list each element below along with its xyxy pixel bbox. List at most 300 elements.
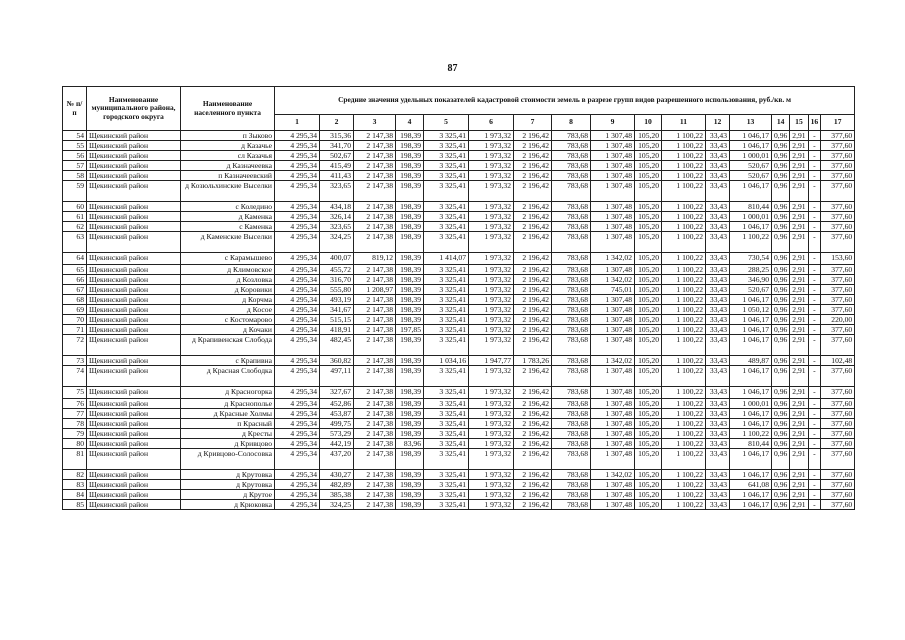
value-cell-group-16: - <box>808 356 821 366</box>
value-cell-group-17: 377,60 <box>821 151 855 161</box>
district-cell: Щекинский район <box>87 366 181 387</box>
value-cell-group-1: 4 295,34 <box>275 335 320 356</box>
value-cell-group-2: 434,18 <box>320 202 354 212</box>
value-cell-group-14: 0,96 <box>772 500 790 510</box>
value-cell-group-17: 377,60 <box>821 232 855 253</box>
group-number-8: 8 <box>552 115 591 131</box>
value-cell-group-16: - <box>808 325 821 335</box>
value-cell-group-15: 2,91 <box>790 232 808 253</box>
district-cell: Щекинский район <box>87 480 181 490</box>
value-cell-group-13: 489,87 <box>730 356 772 366</box>
value-cell-group-1: 4 295,34 <box>275 131 320 141</box>
value-cell-group-5: 3 325,41 <box>424 429 469 439</box>
table-row <box>63 500 855 510</box>
value-cell-group-6: 1 973,32 <box>469 232 514 253</box>
value-cell-group-7: 2 196,42 <box>514 335 552 356</box>
value-cell-group-2: 327,67 <box>320 387 354 399</box>
value-cell-group-17: 377,60 <box>821 325 855 335</box>
value-cell-group-10: 105,20 <box>635 315 662 325</box>
value-cell-group-4: 198,39 <box>396 161 424 171</box>
value-cell-group-17: 377,60 <box>821 366 855 387</box>
value-cell-group-10: 105,20 <box>635 232 662 253</box>
value-cell-group-14: 0,96 <box>772 212 790 222</box>
value-cell-group-8: 783,68 <box>552 161 591 171</box>
value-cell-group-13: 810,44 <box>730 202 772 212</box>
value-cell-group-13: 1 046,17 <box>730 470 772 480</box>
value-cell-group-16: - <box>808 470 821 480</box>
settlement-cell: д Козловка <box>181 275 275 285</box>
group-number-12: 12 <box>706 115 730 131</box>
value-cell-group-8: 783,68 <box>552 181 591 202</box>
row-number: 78 <box>63 419 87 429</box>
value-cell-group-7: 2 196,42 <box>514 470 552 480</box>
table-row <box>63 202 855 212</box>
value-cell-group-15: 2,91 <box>790 470 808 480</box>
value-cell-group-2: 482,89 <box>320 480 354 490</box>
value-cell-group-5: 3 325,41 <box>424 315 469 325</box>
settlement-cell: д Козюльхинские Выселки <box>181 181 275 202</box>
value-cell-group-7: 2 196,42 <box>514 366 552 387</box>
value-cell-group-1: 4 295,34 <box>275 161 320 171</box>
value-cell-group-17: 377,60 <box>821 222 855 232</box>
table-row <box>63 295 855 305</box>
settlement-cell: д Крутое <box>181 490 275 500</box>
value-cell-group-1: 4 295,34 <box>275 429 320 439</box>
value-cell-group-14: 0,96 <box>772 366 790 387</box>
value-cell-group-9: 1 307,48 <box>591 181 635 202</box>
value-cell-group-17: 377,60 <box>821 265 855 275</box>
district-cell: Щекинский район <box>87 212 181 222</box>
group-number-9: 9 <box>591 115 635 131</box>
value-cell-group-5: 3 325,41 <box>424 141 469 151</box>
value-cell-group-16: - <box>808 429 821 439</box>
value-cell-group-8: 783,68 <box>552 141 591 151</box>
table-row <box>63 151 855 161</box>
value-cell-group-13: 1 100,22 <box>730 232 772 253</box>
value-cell-group-13: 1 000,01 <box>730 151 772 161</box>
value-cell-group-9: 1 307,48 <box>591 151 635 161</box>
value-cell-group-11: 1 100,22 <box>662 232 706 253</box>
value-cell-group-13: 730,54 <box>730 253 772 265</box>
value-cell-group-1: 4 295,34 <box>275 212 320 222</box>
value-cell-group-10: 105,20 <box>635 181 662 202</box>
value-cell-group-2: 573,29 <box>320 429 354 439</box>
value-cell-group-1: 4 295,34 <box>275 141 320 151</box>
district-cell: Щекинский район <box>87 275 181 285</box>
value-cell-group-8: 783,68 <box>552 285 591 295</box>
value-cell-group-2: 502,67 <box>320 151 354 161</box>
value-cell-group-7: 2 196,42 <box>514 285 552 295</box>
district-cell: Щекинский район <box>87 399 181 409</box>
value-cell-group-2: 411,43 <box>320 171 354 181</box>
value-cell-group-3: 2 147,38 <box>354 439 396 449</box>
settlement-cell: д Крутовка <box>181 470 275 480</box>
value-cell-group-15: 2,91 <box>790 480 808 490</box>
value-cell-group-15: 2,91 <box>790 409 808 419</box>
value-cell-group-12: 33,43 <box>706 265 730 275</box>
value-cell-group-16: - <box>808 387 821 399</box>
value-cell-group-17: 377,60 <box>821 131 855 141</box>
value-cell-group-2: 482,45 <box>320 335 354 356</box>
value-cell-group-17: 377,60 <box>821 500 855 510</box>
district-cell: Щекинский район <box>87 151 181 161</box>
value-cell-group-13: 346,90 <box>730 275 772 285</box>
table-row <box>63 141 855 151</box>
value-cell-group-10: 105,20 <box>635 366 662 387</box>
value-cell-group-12: 33,43 <box>706 439 730 449</box>
value-cell-group-13: 1 046,17 <box>730 315 772 325</box>
value-cell-group-13: 1 046,17 <box>730 449 772 470</box>
district-cell: Щекинский район <box>87 265 181 275</box>
value-cell-group-9: 1 307,48 <box>591 232 635 253</box>
value-cell-group-17: 377,60 <box>821 275 855 285</box>
value-cell-group-10: 105,20 <box>635 161 662 171</box>
value-cell-group-17: 377,60 <box>821 141 855 151</box>
value-cell-group-2: 324,25 <box>320 500 354 510</box>
row-number: 83 <box>63 480 87 490</box>
value-cell-group-12: 33,43 <box>706 212 730 222</box>
value-cell-group-5: 3 325,41 <box>424 500 469 510</box>
value-cell-group-7: 2 196,42 <box>514 253 552 265</box>
value-cell-group-4: 198,39 <box>396 419 424 429</box>
value-cell-group-5: 3 325,41 <box>424 232 469 253</box>
value-cell-group-12: 33,43 <box>706 285 730 295</box>
header-district: Наименование муниципального района, городского округа <box>87 87 181 131</box>
value-cell-group-13: 1 046,17 <box>730 141 772 151</box>
row-number: 75 <box>63 387 87 399</box>
value-cell-group-1: 4 295,34 <box>275 315 320 325</box>
settlement-cell: д Красная Слободка <box>181 366 275 387</box>
value-cell-group-15: 2,91 <box>790 171 808 181</box>
value-cell-group-2: 315,36 <box>320 131 354 141</box>
value-cell-group-9: 1 307,48 <box>591 490 635 500</box>
value-cell-group-7: 2 196,42 <box>514 325 552 335</box>
value-cell-group-14: 0,96 <box>772 399 790 409</box>
value-cell-group-14: 0,96 <box>772 161 790 171</box>
value-cell-group-15: 2,91 <box>790 429 808 439</box>
value-cell-group-13: 1 000,01 <box>730 212 772 222</box>
value-cell-group-5: 3 325,41 <box>424 275 469 285</box>
table-row <box>63 409 855 419</box>
district-cell: Щекинский район <box>87 305 181 315</box>
value-cell-group-16: - <box>808 151 821 161</box>
settlement-cell: п Казначеевский <box>181 171 275 181</box>
value-cell-group-17: 377,60 <box>821 305 855 315</box>
value-cell-group-6: 1 973,32 <box>469 480 514 490</box>
table-row <box>63 399 855 409</box>
value-cell-group-17: 377,60 <box>821 202 855 212</box>
value-cell-group-16: - <box>808 181 821 202</box>
value-cell-group-7: 2 196,42 <box>514 409 552 419</box>
value-cell-group-7: 2 196,42 <box>514 181 552 202</box>
value-cell-group-8: 783,68 <box>552 325 591 335</box>
value-cell-group-8: 783,68 <box>552 171 591 181</box>
value-cell-group-4: 198,39 <box>396 449 424 470</box>
value-cell-group-2: 430,27 <box>320 470 354 480</box>
district-cell: Щекинский район <box>87 222 181 232</box>
value-cell-group-11: 1 100,22 <box>662 222 706 232</box>
value-cell-group-3: 2 147,38 <box>354 429 396 439</box>
value-cell-group-10: 105,20 <box>635 419 662 429</box>
header-no: № п/п <box>63 87 87 131</box>
value-cell-group-9: 1 307,48 <box>591 202 635 212</box>
value-cell-group-3: 2 147,38 <box>354 131 396 141</box>
settlement-cell: д Крюковка <box>181 500 275 510</box>
district-cell: Щекинский район <box>87 295 181 305</box>
value-cell-group-4: 83,96 <box>396 439 424 449</box>
value-cell-group-11: 1 100,22 <box>662 131 706 141</box>
value-cell-group-6: 1 973,32 <box>469 212 514 222</box>
value-cell-group-8: 783,68 <box>552 409 591 419</box>
value-cell-group-4: 198,39 <box>396 151 424 161</box>
value-cell-group-16: - <box>808 275 821 285</box>
value-cell-group-5: 3 325,41 <box>424 295 469 305</box>
value-cell-group-17: 377,60 <box>821 409 855 419</box>
value-cell-group-3: 2 147,38 <box>354 366 396 387</box>
group-number-6: 6 <box>469 115 514 131</box>
value-cell-group-12: 33,43 <box>706 409 730 419</box>
value-cell-group-15: 2,91 <box>790 500 808 510</box>
value-cell-group-6: 1 973,32 <box>469 325 514 335</box>
group-number-15: 15 <box>790 115 808 131</box>
value-cell-group-8: 783,68 <box>552 480 591 490</box>
value-cell-group-2: 455,72 <box>320 265 354 275</box>
value-cell-group-11: 1 100,22 <box>662 399 706 409</box>
value-cell-group-13: 520,67 <box>730 171 772 181</box>
value-cell-group-1: 4 295,34 <box>275 265 320 275</box>
value-cell-group-12: 33,43 <box>706 305 730 315</box>
value-cell-group-17: 377,60 <box>821 439 855 449</box>
table-row <box>63 181 855 202</box>
district-cell: Щекинский район <box>87 356 181 366</box>
value-cell-group-3: 2 147,38 <box>354 409 396 419</box>
value-cell-group-17: 377,60 <box>821 419 855 429</box>
settlement-cell: с Карамышево <box>181 253 275 265</box>
value-cell-group-10: 105,20 <box>635 253 662 265</box>
row-number: 59 <box>63 181 87 202</box>
value-cell-group-15: 2,91 <box>790 439 808 449</box>
value-cell-group-9: 1 307,48 <box>591 449 635 470</box>
value-cell-group-2: 499,75 <box>320 419 354 429</box>
value-cell-group-1: 4 295,34 <box>275 181 320 202</box>
value-cell-group-11: 1 100,22 <box>662 500 706 510</box>
group-number-13: 13 <box>730 115 772 131</box>
value-cell-group-15: 2,91 <box>790 202 808 212</box>
district-cell: Щекинский район <box>87 439 181 449</box>
value-cell-group-16: - <box>808 335 821 356</box>
value-cell-group-13: 1 046,17 <box>730 490 772 500</box>
district-cell: Щекинский район <box>87 490 181 500</box>
value-cell-group-8: 783,68 <box>552 305 591 315</box>
table-row <box>63 232 855 253</box>
value-cell-group-11: 1 100,22 <box>662 212 706 222</box>
settlement-cell: с Каменка <box>181 222 275 232</box>
value-cell-group-12: 33,43 <box>706 131 730 141</box>
value-cell-group-10: 105,20 <box>635 387 662 399</box>
district-cell: Щекинский район <box>87 325 181 335</box>
value-cell-group-17: 377,60 <box>821 387 855 399</box>
value-cell-group-10: 105,20 <box>635 356 662 366</box>
value-cell-group-11: 1 100,22 <box>662 265 706 275</box>
value-cell-group-10: 105,20 <box>635 275 662 285</box>
value-cell-group-6: 1 973,32 <box>469 275 514 285</box>
value-cell-group-2: 493,19 <box>320 295 354 305</box>
value-cell-group-9: 1 342,02 <box>591 275 635 285</box>
value-cell-group-7: 2 196,42 <box>514 212 552 222</box>
value-cell-group-2: 323,65 <box>320 222 354 232</box>
settlement-cell: д Косое <box>181 305 275 315</box>
value-cell-group-17: 220,00 <box>821 315 855 325</box>
value-cell-group-16: - <box>808 171 821 181</box>
value-cell-group-1: 4 295,34 <box>275 439 320 449</box>
value-cell-group-8: 783,68 <box>552 366 591 387</box>
value-cell-group-14: 0,96 <box>772 325 790 335</box>
value-cell-group-14: 0,96 <box>772 222 790 232</box>
value-cell-group-14: 0,96 <box>772 387 790 399</box>
value-cell-group-10: 105,20 <box>635 399 662 409</box>
table-row <box>63 429 855 439</box>
value-cell-group-14: 0,96 <box>772 429 790 439</box>
value-cell-group-4: 198,39 <box>396 366 424 387</box>
value-cell-group-3: 2 147,38 <box>354 449 396 470</box>
value-cell-group-7: 2 196,42 <box>514 141 552 151</box>
value-cell-group-14: 0,96 <box>772 253 790 265</box>
value-cell-group-11: 1 100,22 <box>662 295 706 305</box>
district-cell: Щекинский район <box>87 232 181 253</box>
row-number: 74 <box>63 366 87 387</box>
value-cell-group-2: 555,80 <box>320 285 354 295</box>
value-cell-group-5: 3 325,41 <box>424 161 469 171</box>
value-cell-group-14: 0,96 <box>772 131 790 141</box>
value-cell-group-2: 415,49 <box>320 161 354 171</box>
value-cell-group-11: 1 100,22 <box>662 181 706 202</box>
district-cell: Щекинский район <box>87 181 181 202</box>
value-cell-group-16: - <box>808 305 821 315</box>
value-cell-group-6: 1 973,32 <box>469 449 514 470</box>
value-cell-group-2: 360,82 <box>320 356 354 366</box>
settlement-cell: д Каменские Выселки <box>181 232 275 253</box>
value-cell-group-16: - <box>808 409 821 419</box>
row-number: 64 <box>63 253 87 265</box>
value-cell-group-10: 105,20 <box>635 265 662 275</box>
value-cell-group-7: 2 196,42 <box>514 151 552 161</box>
settlement-cell: с Костомарово <box>181 315 275 325</box>
table-row <box>63 335 855 356</box>
value-cell-group-3: 2 147,38 <box>354 335 396 356</box>
value-cell-group-16: - <box>808 419 821 429</box>
value-cell-group-9: 1 307,48 <box>591 439 635 449</box>
value-cell-group-14: 0,96 <box>772 265 790 275</box>
value-cell-group-17: 377,60 <box>821 335 855 356</box>
district-cell: Щекинский район <box>87 419 181 429</box>
value-cell-group-1: 4 295,34 <box>275 500 320 510</box>
value-cell-group-11: 1 100,22 <box>662 387 706 399</box>
value-cell-group-12: 33,43 <box>706 490 730 500</box>
value-cell-group-12: 33,43 <box>706 151 730 161</box>
value-cell-group-9: 1 307,48 <box>591 161 635 171</box>
value-cell-group-9: 1 307,48 <box>591 131 635 141</box>
value-cell-group-8: 783,68 <box>552 232 591 253</box>
table-row <box>63 285 855 295</box>
value-cell-group-9: 1 307,48 <box>591 480 635 490</box>
value-cell-group-15: 2,91 <box>790 275 808 285</box>
value-cell-group-10: 105,20 <box>635 335 662 356</box>
value-cell-group-4: 198,39 <box>396 171 424 181</box>
value-cell-group-15: 2,91 <box>790 141 808 151</box>
value-cell-group-13: 1 046,17 <box>730 295 772 305</box>
value-cell-group-7: 1 783,26 <box>514 356 552 366</box>
value-cell-group-13: 520,67 <box>730 285 772 295</box>
value-cell-group-8: 783,68 <box>552 212 591 222</box>
value-cell-group-1: 4 295,34 <box>275 202 320 212</box>
value-cell-group-6: 1 973,32 <box>469 409 514 419</box>
value-cell-group-14: 0,96 <box>772 141 790 151</box>
table-row <box>63 449 855 470</box>
district-cell: Щекинский район <box>87 387 181 399</box>
value-cell-group-13: 1 046,17 <box>730 181 772 202</box>
value-cell-group-12: 33,43 <box>706 253 730 265</box>
value-cell-group-7: 2 196,42 <box>514 295 552 305</box>
row-number: 66 <box>63 275 87 285</box>
value-cell-group-1: 4 295,34 <box>275 232 320 253</box>
settlement-cell: д Коровики <box>181 285 275 295</box>
value-cell-group-9: 1 307,48 <box>591 295 635 305</box>
value-cell-group-3: 1 208,97 <box>354 285 396 295</box>
district-cell: Щекинский район <box>87 161 181 171</box>
value-cell-group-1: 4 295,34 <box>275 480 320 490</box>
value-cell-group-2: 453,87 <box>320 409 354 419</box>
value-cell-group-6: 1 973,32 <box>469 141 514 151</box>
value-cell-group-13: 1 046,17 <box>730 419 772 429</box>
value-cell-group-3: 2 147,38 <box>354 399 396 409</box>
row-number: 84 <box>63 490 87 500</box>
value-cell-group-5: 3 325,41 <box>424 335 469 356</box>
value-cell-group-5: 3 325,41 <box>424 480 469 490</box>
value-cell-group-15: 2,91 <box>790 295 808 305</box>
value-cell-group-16: - <box>808 480 821 490</box>
value-cell-group-1: 4 295,34 <box>275 399 320 409</box>
value-cell-group-14: 0,96 <box>772 285 790 295</box>
value-cell-group-4: 198,39 <box>396 480 424 490</box>
value-cell-group-7: 2 196,42 <box>514 131 552 141</box>
value-cell-group-4: 198,39 <box>396 356 424 366</box>
value-cell-group-13: 810,44 <box>730 439 772 449</box>
settlement-cell: п Красный <box>181 419 275 429</box>
settlement-cell: с Коледино <box>181 202 275 212</box>
value-cell-group-8: 783,68 <box>552 439 591 449</box>
value-cell-group-3: 819,12 <box>354 253 396 265</box>
value-cell-group-10: 105,20 <box>635 222 662 232</box>
value-cell-group-9: 1 307,48 <box>591 212 635 222</box>
row-number: 82 <box>63 470 87 480</box>
value-cell-group-12: 33,43 <box>706 222 730 232</box>
value-cell-group-9: 1 307,48 <box>591 429 635 439</box>
value-cell-group-17: 377,60 <box>821 181 855 202</box>
value-cell-group-1: 4 295,34 <box>275 449 320 470</box>
value-cell-group-8: 783,68 <box>552 470 591 480</box>
value-cell-group-11: 1 100,22 <box>662 335 706 356</box>
value-cell-group-17: 377,60 <box>821 399 855 409</box>
value-cell-group-10: 105,20 <box>635 141 662 151</box>
value-cell-group-3: 2 147,38 <box>354 161 396 171</box>
value-cell-group-12: 33,43 <box>706 141 730 151</box>
value-cell-group-5: 3 325,41 <box>424 171 469 181</box>
value-cell-group-3: 2 147,38 <box>354 490 396 500</box>
value-cell-group-4: 198,39 <box>396 470 424 480</box>
value-cell-group-4: 198,39 <box>396 212 424 222</box>
value-cell-group-11: 1 100,22 <box>662 161 706 171</box>
value-cell-group-9: 1 307,48 <box>591 171 635 181</box>
